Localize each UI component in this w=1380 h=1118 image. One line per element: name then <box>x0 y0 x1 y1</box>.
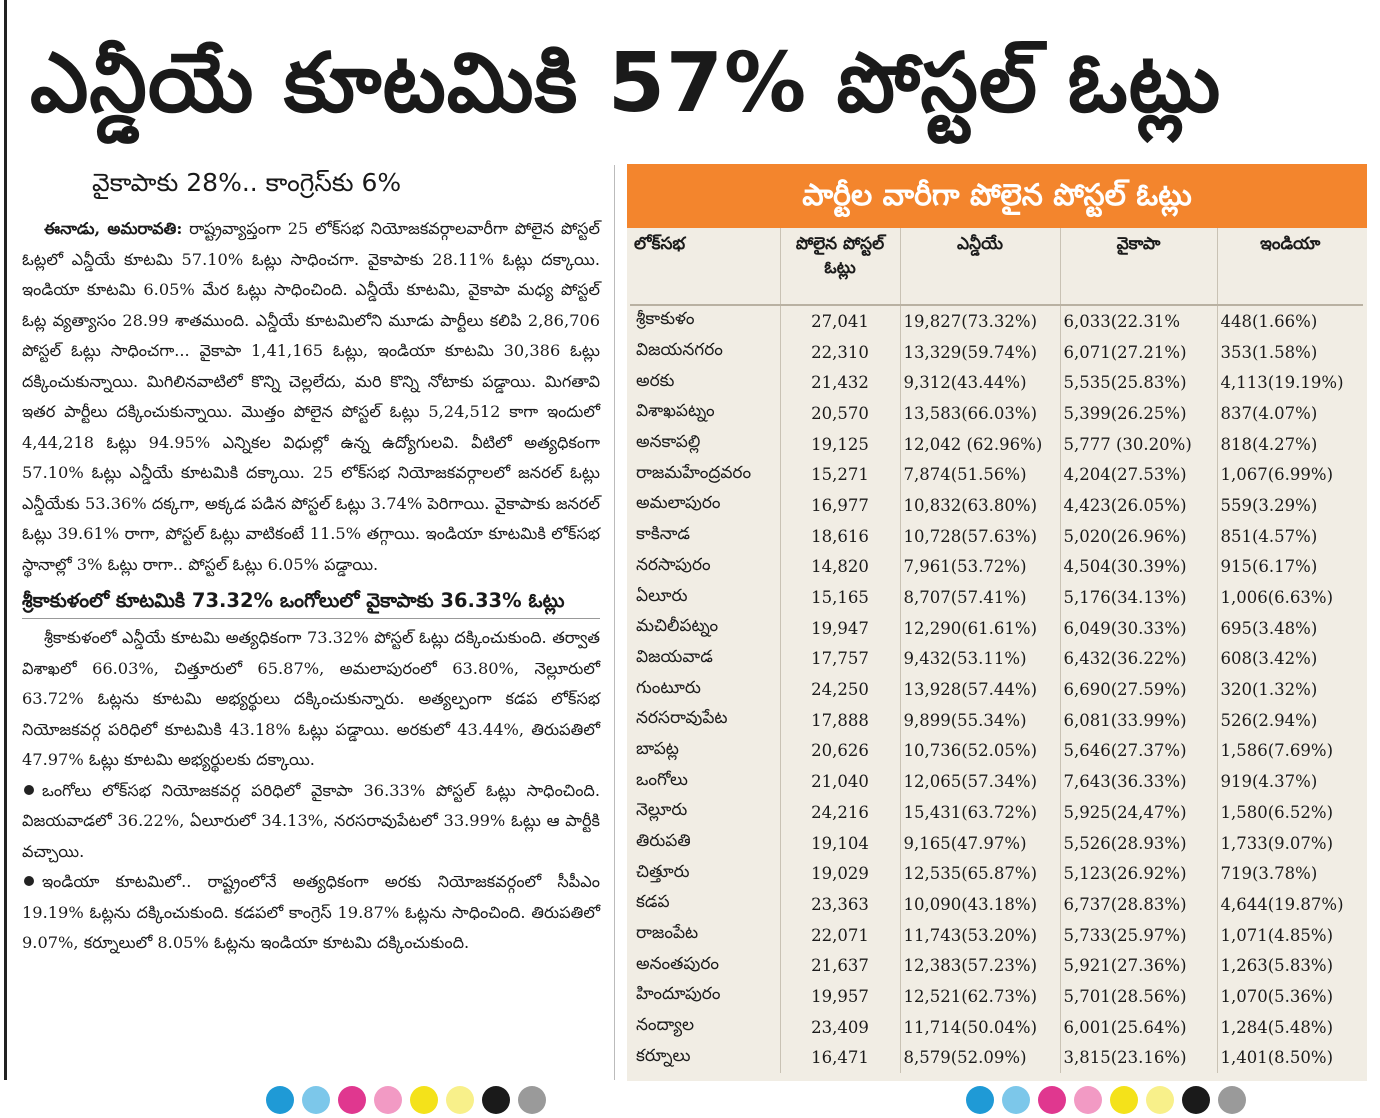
ycp-votes-cell: 5,921(27.36%) <box>1060 950 1217 981</box>
india-votes-cell: 4,113(19.19%) <box>1220 373 1344 393</box>
polled-votes-cell: 22,310 <box>780 337 900 368</box>
india-votes-cell: 1,006(6.63%) <box>1220 588 1334 608</box>
registration-dot <box>1074 1086 1102 1114</box>
registration-dot <box>518 1086 546 1114</box>
polled-votes-cell: 20,570 <box>780 398 900 429</box>
nda-votes-cell: 11,714(50.04%) <box>900 1012 1060 1043</box>
polled-votes-cell: 27,041 <box>780 305 900 337</box>
article-paragraph-2: శ్రీకాకుళంలో ఎన్డీయే కూటమి అత్యధికంగా 73.32% పోస్టల్ ఓట్లు దక్కించుకుంది. తర్వాత విశాఖలో 66.03%, చిత్తూరులో 65.87%, అమలాపురంలో 63.80%, నెల్లూరులో 63.72% ఓట్లను కూటమి అభ్యర్థులు దక్కించుకున్నారు. అత్యల్పంగా కడప లోక్‌సభ నియోజకవర్గ పరిధిలో కూటమికి 43.18% ఓట్లు పడ్డాయి. అరకులో 43.44%, తిరుపతిలో 47.97% ఓట్లు కూటమి అభ్యర్థులకు దక్కాయి. <box>22 628 600 769</box>
india-votes-cell: 1,580(6.52%) <box>1220 802 1334 822</box>
nda-votes-cell: 12,383(57.23%) <box>900 950 1060 981</box>
polled-votes-cell: 20,626 <box>780 736 900 767</box>
polled-votes-cell: 19,957 <box>780 981 900 1012</box>
ycp-votes-cell: 5,701(28.56%) <box>1060 981 1217 1012</box>
table-row <box>630 1012 1363 1043</box>
ycp-votes-cell: 5,176(34.13%) <box>1060 582 1217 613</box>
header-nda: ఎన్డీయే <box>900 228 1060 305</box>
constituency-name-cell: కర్నూలు <box>630 1043 780 1074</box>
polled-votes-cell: 21,040 <box>780 766 900 797</box>
polled-votes-cell: 16,471 <box>780 1043 900 1074</box>
dateline: ఈనాడు, అమరావతి: <box>44 219 183 238</box>
india-votes-cell: 851(4.57%) <box>1220 526 1318 546</box>
nda-votes-cell: 9,165(47.97%) <box>900 828 1060 859</box>
polled-votes-cell: 16,977 <box>780 490 900 521</box>
nda-votes-cell: 12,042 (62.96%) <box>900 429 1060 460</box>
india-votes-cell: 608(3.42%) <box>1220 649 1318 669</box>
header-ycp: వైకాపా <box>1060 228 1217 305</box>
ycp-votes-cell: 5,399(26.25%) <box>1060 398 1217 429</box>
constituency-name-cell: నంద్యాల <box>630 1012 780 1043</box>
india-votes-cell: 1,733(9.07%) <box>1220 833 1334 853</box>
ycp-votes-cell: 6,001(25.64%) <box>1060 1012 1217 1043</box>
ycp-votes-cell: 6,033(22.31% <box>1060 305 1217 337</box>
nda-votes-cell: 10,090(43.18%) <box>900 889 1060 920</box>
nda-votes-cell: 10,728(57.63%) <box>900 521 1060 552</box>
ycp-votes-cell: 4,504(30.39%) <box>1060 552 1217 583</box>
polled-votes-cell: 17,888 <box>780 705 900 736</box>
table-row <box>630 337 1363 368</box>
nda-votes-cell: 9,312(43.44%) <box>900 367 1060 398</box>
nda-votes-cell: 7,874(51.56%) <box>900 459 1060 490</box>
table-row <box>630 305 1363 337</box>
table-row <box>630 858 1363 889</box>
registration-dot <box>266 1086 294 1114</box>
registration-dot <box>1182 1086 1210 1114</box>
registration-dot <box>966 1086 994 1114</box>
table-row <box>630 1043 1363 1074</box>
constituency-name-cell: కాకినాడ <box>630 521 780 552</box>
table-title: పార్టీల వారీగా పోలైన పోస్టల్ ఓట్లు <box>627 164 1367 228</box>
ycp-votes-cell: 5,020(26.96%) <box>1060 521 1217 552</box>
india-votes-cell: 1,586(7.69%) <box>1220 741 1334 761</box>
india-votes-cell: 1,284(5.48%) <box>1220 1017 1334 1037</box>
constituency-name-cell: తిరుపతి <box>630 828 780 859</box>
registration-dot <box>338 1086 366 1114</box>
bullet-dot-icon <box>24 785 34 795</box>
paragraph-1-text: రాష్ట్రవ్యాప్తంగా 25 లోక్‌సభ నియోజకవర్గాలవారీగా పోలైన పోస్టల్ ఓట్లలో ఎన్డీయే కూటమి 57.10% ఓట్లు సాధించగా. వైకాపాకు 28.11% ఓట్లు దక్కాయి. ఇండియా కూటమి 6.05% మేర ఓట్లు సాధించింది. ఎన్డీయే కూటమి, వైకాపా మధ్య పోస్టల్ ఓట్ల వ్యత్యాసం 28.99 శాతముంది. ఎన్డీయే కూటమిలోని మూడు పార్టీలు కలిపి 2,86,706 పోస్టల్ ఓట్లు సాధించగా... వైకాపా 1,41,165 ఓట్లు, ఇండియా కూటమి 30,386 ఓట్లు దక్కించుకున్నాయి. మిగిలినవాటిలో కొన్ని చెల్లలేదు, మరి కొన్ని నోటాకు పడ్డాయి. మిగతావి ఇతర పార్టీలు దక్కించుకున్నాయి. మొత్తం పోలైన పోస్టల్ ఓట్లు 5,24,512 కాగా ఇందులో 4,44,218 ఓట్లు 94.95% ఎన్నికల విధుల్లో ఉన్న ఉద్యోగులవి. వీటిలో అత్యధికంగా 57.10% ఓట్లు ఎన్డీయే కూటమికి దక్కాయి. 25 లోక్‌సభ నియోజకవర్గాలలో జనరల్ ఓట్లు ఎన్డీయేకు 53.36% దక్కగా, అక్కడ పడిన పోస్టల్ ఓట్లు 3.74% పెరిగాయి. వైకాపాకు జనరల్ ఓట్లు 39.61% రాగా, పోస్టల్ ఓట్లు వాటికంటే 11.5% తగ్గాయి. ఇండియా కూటమికి లోక్‌సభ స్థానాల్లో 3% ఓట్లు రాగా.. పోస్టల్ ఓట్లు 6.05% పడ్డాయి. <box>22 219 600 574</box>
table-row <box>630 950 1363 981</box>
table-row <box>630 981 1363 1012</box>
table-row <box>630 367 1363 398</box>
constituency-name-cell: ఒంగోలు <box>630 766 780 797</box>
nda-votes-cell: 15,431(63.72%) <box>900 797 1060 828</box>
subheadline: వైకాపాకు 28%.. కాంగ్రెస్‌కు 6% <box>92 168 402 197</box>
postal-votes-table-box <box>627 164 1367 1081</box>
nda-votes-cell: 13,329(59.74%) <box>900 337 1060 368</box>
ycp-votes-cell: 6,690(27.59%) <box>1060 674 1217 705</box>
table-row <box>630 644 1363 675</box>
registration-dot <box>1218 1086 1246 1114</box>
constituency-name-cell: రాజంపేట <box>630 920 780 951</box>
registration-dot <box>1110 1086 1138 1114</box>
registration-dot <box>482 1086 510 1114</box>
registration-dot <box>410 1086 438 1114</box>
india-votes-cell: 818(4.27%) <box>1220 434 1318 454</box>
table-row <box>630 582 1363 613</box>
india-votes-cell: 353(1.58%) <box>1220 342 1318 362</box>
registration-marks-right <box>966 1086 1254 1098</box>
registration-dot <box>446 1086 474 1114</box>
polled-votes-cell: 19,125 <box>780 429 900 460</box>
left-margin-rule <box>4 0 7 1080</box>
nda-votes-cell: 9,432(53.11%) <box>900 644 1060 675</box>
ycp-votes-cell: 5,646(27.37%) <box>1060 736 1217 767</box>
india-votes-cell: 1,071(4.85%) <box>1220 925 1334 945</box>
headline: ఎన్డీయే కూటమికి 57% పోస్టల్ ఓట్లు <box>30 36 1222 131</box>
nda-votes-cell: 7,961(53.72%) <box>900 552 1060 583</box>
nda-votes-cell: 12,535(65.87%) <box>900 858 1060 889</box>
polled-votes-cell: 24,216 <box>780 797 900 828</box>
ycp-votes-cell: 5,123(26.92%) <box>1060 858 1217 889</box>
constituency-name-cell: అనంతపురం <box>630 950 780 981</box>
table-row <box>630 429 1363 460</box>
table-row <box>630 828 1363 859</box>
polled-votes-cell: 22,071 <box>780 920 900 951</box>
header-india: ఇండియా <box>1217 228 1363 305</box>
table-row <box>630 613 1363 644</box>
constituency-name-cell: చిత్తూరు <box>630 858 780 889</box>
bullet-item-1 <box>22 776 600 868</box>
ycp-votes-cell: 6,049(30.33%) <box>1060 613 1217 644</box>
ycp-votes-cell: 6,737(28.83%) <box>1060 889 1217 920</box>
constituency-name-cell: నరసాపురం <box>630 552 780 583</box>
table-row <box>630 766 1363 797</box>
ycp-votes-cell: 4,204(27.53%) <box>1060 459 1217 490</box>
bullet-2-text: ఇండియా కూటమిలో.. రాష్ట్రంలోనే అత్యధికంగా అరకు నియోజకవర్గంలో సీపీఎం 19.19% ఓట్లను దక్కించుకుంది. కడపలో కాంగ్రెస్ 19.87% ఓట్లను సాధించింది. తిరుపతిలో 9.07%, కర్నూలులో 8.05% ఓట్లను ఇండియా కూటమి దక్కించుకుంది. <box>22 872 600 952</box>
india-votes-cell: 448(1.66%) <box>1220 311 1318 331</box>
header-polled-postal-votes: పోలైన పోస్టల్ ఓట్లు <box>780 228 900 305</box>
postal-votes-table <box>630 228 1363 1073</box>
india-votes-cell: 919(4.37%) <box>1220 772 1318 792</box>
table-row <box>630 889 1363 920</box>
nda-votes-cell: 12,065(57.34%) <box>900 766 1060 797</box>
polled-votes-cell: 15,271 <box>780 459 900 490</box>
registration-dot <box>1002 1086 1030 1114</box>
table-header-row <box>630 228 1363 305</box>
india-votes-cell: 4,644(19.87%) <box>1220 894 1344 914</box>
table-row <box>630 736 1363 767</box>
nda-votes-cell: 11,743(53.20%) <box>900 920 1060 951</box>
article-paragraph-1 <box>22 214 600 580</box>
ycp-votes-cell: 5,733(25.97%) <box>1060 920 1217 951</box>
registration-dot <box>1038 1086 1066 1114</box>
constituency-name-cell: ఏలూరు <box>630 582 780 613</box>
polled-votes-cell: 23,409 <box>780 1012 900 1043</box>
polled-votes-cell: 17,757 <box>780 644 900 675</box>
constituency-name-cell: గుంటూరు <box>630 674 780 705</box>
polled-votes-cell: 24,250 <box>780 674 900 705</box>
table-row <box>630 459 1363 490</box>
polled-votes-cell: 19,947 <box>780 613 900 644</box>
ycp-votes-cell: 5,777 (30.20%) <box>1060 429 1217 460</box>
constituency-name-cell: మచిలీపట్నం <box>630 613 780 644</box>
india-votes-cell: 1,263(5.83%) <box>1220 956 1334 976</box>
registration-dot <box>374 1086 402 1114</box>
constituency-name-cell: రాజమహేంద్రవరం <box>630 459 780 490</box>
nda-votes-cell: 10,832(63.80%) <box>900 490 1060 521</box>
polled-votes-cell: 21,637 <box>780 950 900 981</box>
constituency-name-cell: అరకు <box>630 367 780 398</box>
table-body <box>630 305 1363 1073</box>
article-body <box>22 214 600 959</box>
crosshead: శ్రీకాకుళంలో కూటమికి 73.32% ఒంగోలులో వైకాపాకు 36.33% ఓట్లు <box>22 584 600 619</box>
constituency-name-cell: నెల్లూరు <box>630 797 780 828</box>
nda-votes-cell: 8,579(52.09%) <box>900 1043 1060 1074</box>
constituency-name-cell: బాపట్ల <box>630 736 780 767</box>
ycp-votes-cell: 5,535(25.83%) <box>1060 367 1217 398</box>
header-loksabha: లోక్‌సభ <box>630 228 780 305</box>
constituency-name-cell: విజయవాడ <box>630 644 780 675</box>
polled-votes-cell: 19,104 <box>780 828 900 859</box>
constituency-name-cell: విజయనగరం <box>630 337 780 368</box>
nda-votes-cell: 19,827(73.32%) <box>900 305 1060 337</box>
constituency-name-cell: శ్రీకాకుళం <box>630 305 780 337</box>
ycp-votes-cell: 6,071(27.21%) <box>1060 337 1217 368</box>
bullet-dot-icon <box>24 876 34 886</box>
polled-votes-cell: 23,363 <box>780 889 900 920</box>
constituency-name-cell: అమలాపురం <box>630 490 780 521</box>
nda-votes-cell: 9,899(55.34%) <box>900 705 1060 736</box>
table-row <box>630 490 1363 521</box>
ycp-votes-cell: 7,643(36.33%) <box>1060 766 1217 797</box>
india-votes-cell: 1,067(6.99%) <box>1220 465 1334 485</box>
ycp-votes-cell: 6,081(33.99%) <box>1060 705 1217 736</box>
constituency-name-cell: కడప <box>630 889 780 920</box>
nda-votes-cell: 12,290(61.61%) <box>900 613 1060 644</box>
registration-marks-left <box>266 1086 554 1098</box>
india-votes-cell: 559(3.29%) <box>1220 495 1318 515</box>
column-divider <box>614 165 615 1080</box>
nda-votes-cell: 8,707(57.41%) <box>900 582 1060 613</box>
india-votes-cell: 719(3.78%) <box>1220 864 1318 884</box>
table-row <box>630 920 1363 951</box>
polled-votes-cell: 18,616 <box>780 521 900 552</box>
table-row <box>630 797 1363 828</box>
polled-votes-cell: 14,820 <box>780 552 900 583</box>
india-votes-cell: 320(1.32%) <box>1220 680 1318 700</box>
nda-votes-cell: 13,583(66.03%) <box>900 398 1060 429</box>
registration-dot <box>1146 1086 1174 1114</box>
ycp-votes-cell: 6,432(36.22%) <box>1060 644 1217 675</box>
table-row <box>630 521 1363 552</box>
constituency-name-cell: అనకాపల్లి <box>630 429 780 460</box>
table-row <box>630 674 1363 705</box>
polled-votes-cell: 19,029 <box>780 858 900 889</box>
registration-dot <box>302 1086 330 1114</box>
constituency-name-cell: నరసరావుపేట <box>630 705 780 736</box>
table-row <box>630 398 1363 429</box>
constituency-name-cell: హిందూపురం <box>630 981 780 1012</box>
constituency-name-cell: విశాఖపట్నం <box>630 398 780 429</box>
nda-votes-cell: 10,736(52.05%) <box>900 736 1060 767</box>
table-row <box>630 552 1363 583</box>
india-votes-cell: 695(3.48%) <box>1220 618 1318 638</box>
india-votes-cell: 1,070(5.36%) <box>1220 986 1334 1006</box>
bullet-item-2 <box>22 867 600 959</box>
india-votes-cell: 915(6.17%) <box>1220 557 1318 577</box>
bullet-1-text: ఒంగోలు లోక్‌సభ నియోజకవర్గ పరిధిలో వైకాపా 36.33% పోస్టల్ ఓట్లు సాధించింది. విజయవాడలో 36.22%, ఏలూరులో 34.13%, నరసరావుపేటలో 33.99% ఓట్లు ఆ పార్టీకి వచ్చాయి. <box>22 780 600 861</box>
polled-votes-cell: 21,432 <box>780 367 900 398</box>
india-votes-cell: 837(4.07%) <box>1220 403 1318 423</box>
india-votes-cell: 1,401(8.50%) <box>1220 1048 1334 1068</box>
table-row <box>630 705 1363 736</box>
ycp-votes-cell: 5,526(28.93%) <box>1060 828 1217 859</box>
ycp-votes-cell: 5,925(24,47%) <box>1060 797 1217 828</box>
india-votes-cell: 526(2.94%) <box>1220 710 1318 730</box>
nda-votes-cell: 12,521(62.73%) <box>900 981 1060 1012</box>
ycp-votes-cell: 4,423(26.05%) <box>1060 490 1217 521</box>
ycp-votes-cell: 3,815(23.16%) <box>1060 1043 1217 1074</box>
nda-votes-cell: 13,928(57.44%) <box>900 674 1060 705</box>
polled-votes-cell: 15,165 <box>780 582 900 613</box>
